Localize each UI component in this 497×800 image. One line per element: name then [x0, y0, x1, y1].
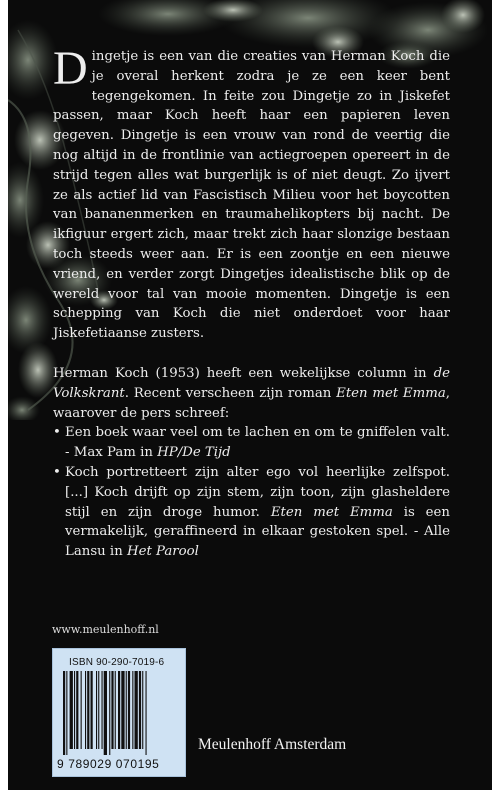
- blurb-paragraph-1: [53, 42, 450, 344]
- publisher-name: Meulenhoff Amsterdam: [198, 736, 347, 753]
- barcode-bar: [104, 671, 107, 755]
- drop-cap: D: [53, 42, 88, 95]
- quote-source: HP/De Tijd: [157, 445, 231, 461]
- barcode-bar: [142, 671, 143, 749]
- barcode-bar: [66, 671, 67, 755]
- isbn-number: ISBN 90-290-7019-6: [69, 657, 165, 668]
- barcode-bar: [63, 671, 65, 755]
- barcode-bar: [121, 671, 124, 749]
- barcode-bar: [111, 671, 113, 749]
- publisher-website: www.meulenhoff.nl: [52, 623, 159, 636]
- barcode-bar: [70, 671, 73, 749]
- barcode-bar: [102, 671, 103, 749]
- barcode-bar: [118, 671, 120, 749]
- barcode-bar: [109, 671, 110, 755]
- barcode-bar: [87, 671, 89, 749]
- book-back-cover: [8, 0, 492, 790]
- barcode-bar: [96, 671, 97, 749]
- newspaper-title: de Volkskrant: [53, 365, 450, 401]
- quote-item: [53, 463, 450, 562]
- quote-item: [53, 423, 450, 463]
- quote-title: Eten met Emma: [270, 504, 393, 520]
- barcode-bar: [132, 671, 133, 749]
- barcode-label: [52, 648, 186, 777]
- ean-digits: 9 789029 070195: [57, 757, 160, 771]
- barcode-bar: [146, 671, 147, 755]
- bio-start: Herman Koch (1953) heeft een wekelijkse column in: [53, 365, 434, 381]
- barcode-bar: [126, 671, 127, 749]
- blurb-text: [53, 42, 451, 562]
- barcode-bar: [91, 671, 93, 749]
- quote-text: Een boek waar veel om te lachen en om te gniffelen valt. - Max Pam in: [65, 425, 450, 461]
- quote-text-a: Koch portretteert zijn alter ego vol heerlijke zelfspot. [...] Koch drijft op zijn stem, zijn toon, zijn glasheldere stijl en zijn droge humor.: [65, 464, 450, 520]
- barcode-bar: [85, 671, 86, 749]
- barcode-bar: [98, 671, 99, 749]
- barcode-bars: [63, 671, 175, 755]
- barcode-bar: [135, 671, 138, 749]
- barcode-bar: [139, 671, 141, 749]
- quote-source: Het Parool: [126, 544, 199, 560]
- barcode-bar: [128, 671, 130, 749]
- bio-mid: . Recent verscheen zijn roman: [124, 385, 337, 401]
- author-bio: [53, 364, 450, 423]
- barcode-bar: [115, 671, 116, 749]
- paragraph-1-text: ingetje is een van die creaties van Herman Koch die je overal herkent zodra je ze een keer bent tegengekomen. In feite zou Dingetje zo in Jiskefet passen, maar Koch heeft haar een papieren leven gegeven. Dingetje is een vrouw van rond de veertig die nog altijd in de frontlinie van actiegroepen opereert in de strijd tegen alles wat burgerlijk is of niet deugt. Zo ijvert ze als actief lid van Fascistisch Milieu voor het boycotten van bananenmerken en traumahelikopters bij nacht. De ikfiguur ergert zich, maar trekt zich haar slonzige bestaan toch steeds weer aan. Er is een zoontje en een nieuwe vriend, en verder zorgt Dingetjes idealistische blik op de wereld voor tal van mooie momenten. Dingetje is een schepping van Koch die niet onderdoet voor haar Jiskefetiaanse zusters.: [53, 49, 450, 342]
- bio-end: , waarover de pers schreef:: [53, 385, 451, 421]
- novel-title: Eten met Emma: [336, 385, 446, 401]
- quote-text-b: is een vermakelijk, geraffineerd in elkaar gestoken spel. - Alle Lansu in: [65, 504, 450, 560]
- barcode-bar: [81, 671, 82, 749]
- barcode-bar: [76, 671, 78, 749]
- barcode-bar: [74, 671, 75, 749]
- press-quotes: [53, 423, 450, 562]
